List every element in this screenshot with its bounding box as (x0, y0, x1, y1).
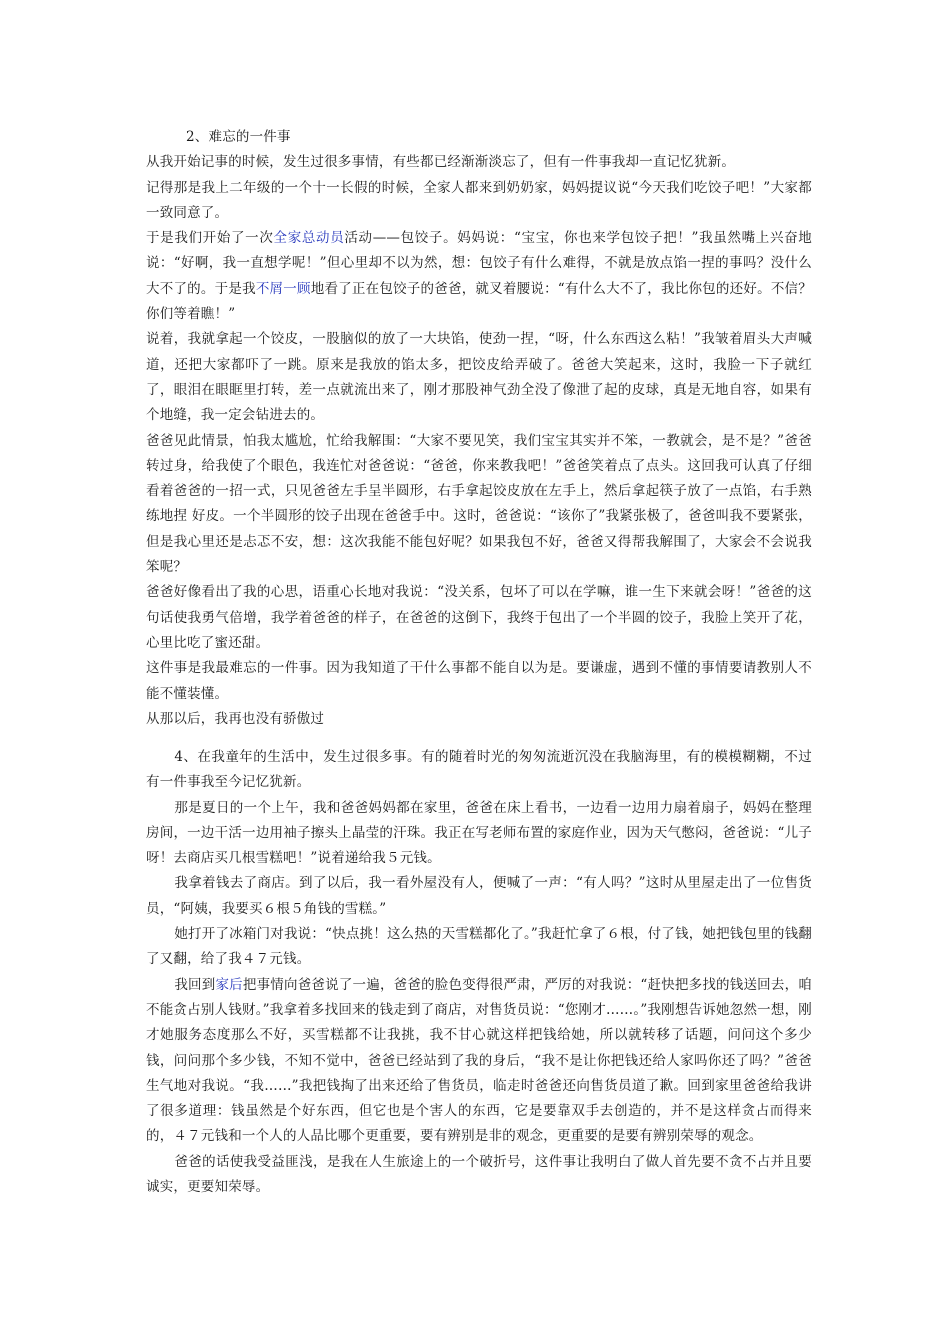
text: 于是我们开始了一次 (146, 230, 274, 247)
essay-memorable-event (146, 125, 812, 732)
paragraph: 记得那是我上二年级的一个十一长假的时候，全家人都来到奶奶家，妈妈提议说“今天我们吃饺子吧！”大家都一致同意了。 (146, 179, 812, 221)
keyword-link[interactable]: 家后 (215, 976, 243, 993)
text: 我回到 (174, 976, 216, 993)
text: 活动——包饺子。妈妈说：“宝宝，你也来学包饺子把！”我虽然嘴上兴奋地说：“好啊，我一直想学呢！”但心里却不以为然，想：包饺子有什么难得，不就是放点馅一捏的事吗？没什么大不了的。于是我 (146, 230, 813, 297)
text: 地看了正在包饺子的爸爸，就叉着腰说：“有什么大不了，我比你包的还好。不信？你们等着瞧！” (146, 280, 812, 323)
text: 把事情向爸爸说了一遍，爸爸的脸色变得很严肃，严厉的对我说：“赶快把多找的钱送回去，咱不能贪占别人钱财。”我拿着多找回来的钱走到了商店，对售货员说：“您刚才……。”我刚想告诉她忽然一想，刚才她服务态度那么不好，买雪糕都不让我挑，我不甘心就这样把钱给她，所以就转移了话题，问问这个多少钱，问问那个多少钱，不知不觉中，爸爸已经站到了我的身后，“我不是让你把钱还给人家吗你还了吗？”爸爸生气地对我说。“我……”我把钱掏了出来还给了售货员，临走时爸爸还向售货员道了歉。回到家里爸爸给我讲了很多道理：钱虽然是个好东西，但它也是个害人的东西，它是要靠双手去创造的，并不是这样贪占而得来的，４７元钱和一个人的人品比哪个更重要，要有辨别是非的观念，更重要的是要有辨别荣辱的观念。 (146, 976, 812, 1145)
paragraph: 这件事是我最难忘的一件事。因为我知道了干什么事都不能自以为是。要谦虚，遇到不懂的事情要请教别人不能不懂装懂。 (146, 660, 812, 702)
paragraph: 她打开了冰箱门对我说：“快点挑！这么热的天雪糕都化了。”我赶忙拿了６根，付了钱，她把钱包里的钱翻了又翻，给了我４７元钱。 (146, 926, 812, 968)
keyword-link[interactable]: 全家总动员 (273, 230, 345, 247)
paragraph: 爸爸的话使我受益匪浅，是我在人生旅途上的一个破折号，这件事让我明白了做人首先要不贪不占并且要诚实，更要知荣辱。 (146, 1153, 812, 1196)
essay-childhood-event (146, 745, 812, 1200)
paragraph: 爸爸好像看出了我的心思，语重心长地对我说：“没关系，包坏了可以在学嘛，谁一生下来就会呀！”爸爸的这句话使我勇气倍增，我学着爸爸的样子，在爸爸的这倒下，我终于包出了一个半圆的饺子，我脸上笑开了花，心里比吃了蜜还甜。 (146, 584, 812, 651)
paragraph: 爸爸见此情景，怕我太尴尬，忙给我解围：“大家不要见笑，我们宝宝其实并不笨，一教就会，是不是？”爸爸转过身，给我使了个眼色，我连忙对爸爸说：“爸爸，你来教我吧！”爸爸笑着点了点头。这回我可认真了仔细看着爸爸的一招一式，只见爸爸左手呈半圆形，右手拿起饺皮放在左手上，然后拿起筷子放了一点馅，右手熟练地捏 好皮。一个半圆形的饺子出现在爸爸手中。这时，爸爸说：“该你了”我紧张极了，爸爸叫我不要紧张，但是我心里还是忐忑不安，想：这次我能不能包好呢？如果我包不好，爸爸又得帮我解围了，大家会不会说我笨呢？ (146, 432, 812, 576)
paragraph: 从那以后，我再也没有骄傲过 (146, 710, 325, 727)
paragraph: 那是夏日的一个上午，我和爸爸妈妈都在家里，爸爸在床上看书，一边看一边用力扇着扇子，妈妈在整理房间，一边干活一边用袖子擦头上晶莹的汗珠。我正在写老师布置的家庭作业，因为天气憋闷，爸爸说：“儿子呀！去商店买几根雪糕吧！”说着递给我５元钱。 (146, 799, 812, 867)
essay-title: 2、难忘的一件事 (186, 129, 291, 145)
paragraph: 从我开始记事的时候，发生过很多事情，有些都已经渐渐淡忘了，但有一件事我却一直记忆犹新。 (146, 154, 736, 171)
paragraph (146, 973, 812, 1150)
keyword-link[interactable]: 不屑一顾 (255, 280, 311, 297)
paragraph (146, 226, 812, 327)
paragraph: 4、在我童年的生活中，发生过很多事。有的随着时光的匆匆流逝沉没在我脑海里，有的模模糊糊，不过有一件事我至今记忆犹新。 (146, 749, 812, 791)
paragraph: 我拿着钱去了商店。到了以后，我一看外屋没有人，便喊了一声：“有人吗？”这时从里屋走出了一位售货员，“阿姨，我要买６根５角钱的雪糕。” (146, 875, 812, 917)
paragraph: 说着，我就拿起一个饺皮，一股脑似的放了一大块馅，使劲一捏，“呀，什么东西这么粘！”我皱着眉头大声喊道，还把大家都吓了一跳。原来是我放的馅太多，把饺皮给弄破了。爸爸大笑起来，这时，我脸一下子就红了，眼泪在眼眶里打转，差一点就流出来了，刚才那股神气劲全没了像泄了起的皮球，真是无地自容，如果有个地缝，我一定会钻进去的。 (146, 331, 812, 424)
